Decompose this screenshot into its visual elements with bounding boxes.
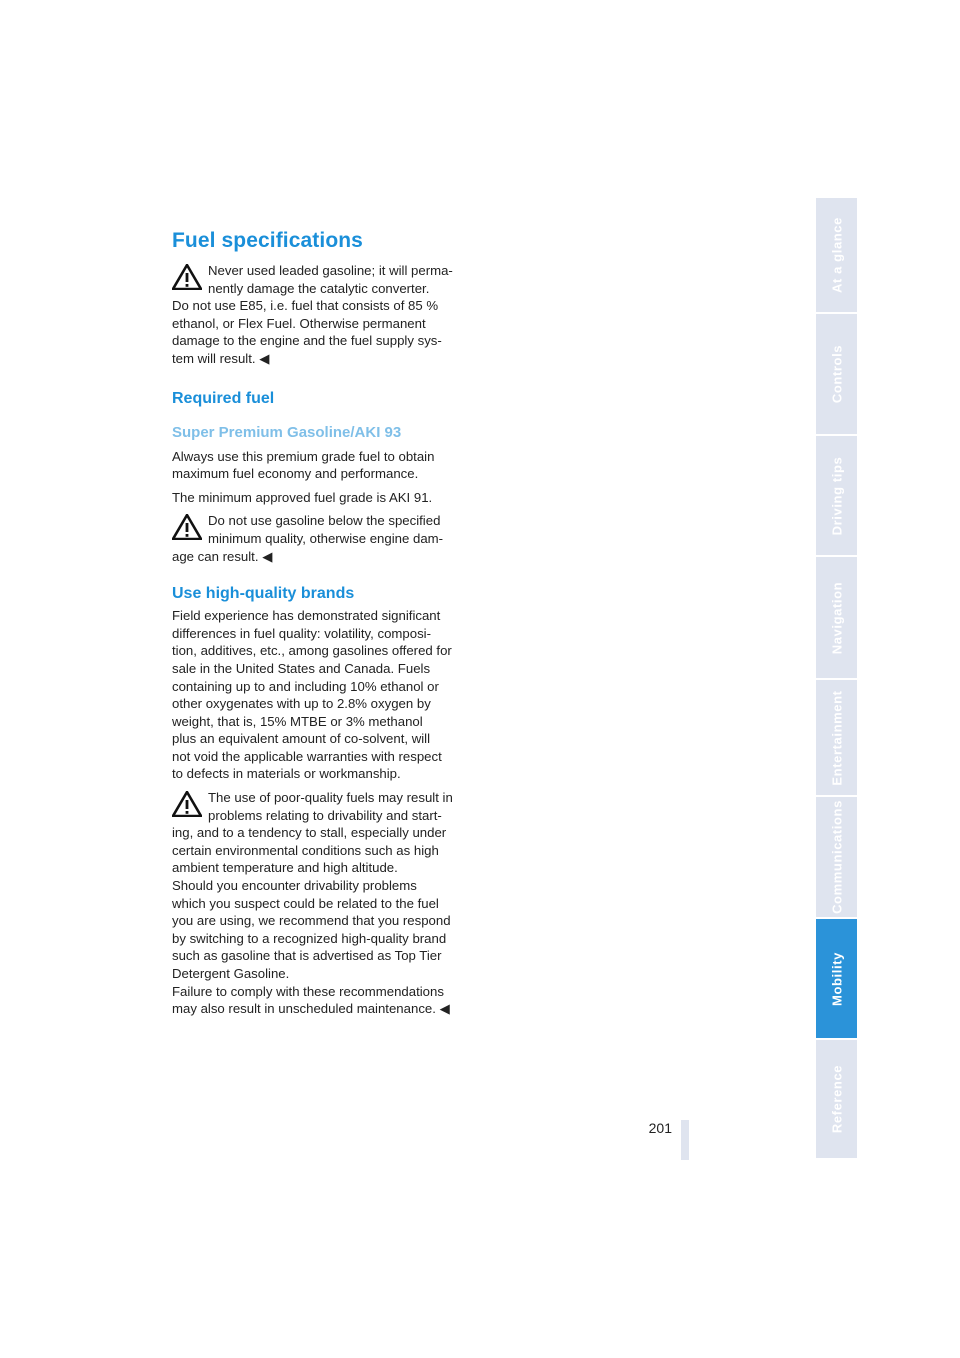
warning-line: damage to the engine and the fuel supply sys-: [172, 333, 442, 349]
warning-line: such as gasoline that is advertised as Top Tier: [172, 948, 442, 964]
page-number-bar: [681, 1120, 689, 1160]
paragraph-line: sale in the United States and Canada. Fuels: [172, 660, 431, 676]
warning-line: ethanol, or Flex Fuel. Otherwise permanent: [172, 315, 426, 331]
paragraph-line: Field experience has demonstrated significant: [172, 608, 441, 624]
paragraph-line: to defects in materials or workmanship.: [172, 766, 401, 782]
end-mark: ◀: [259, 350, 270, 366]
warning-line: Should you encounter drivability problems: [172, 878, 417, 894]
sidebar-tab-mobility[interactable]: Mobility: [816, 919, 857, 1040]
warning-line: The use of poor-quality fuels may result in: [208, 790, 453, 806]
warning-line: by switching to a recognized high-quality brand: [172, 930, 447, 946]
warning-triangle-icon: [172, 514, 202, 540]
sidebar-tab-at-a-glance[interactable]: At a glance: [816, 198, 857, 314]
warning-line: Failure to comply with these recommendations: [172, 983, 444, 999]
warning-line: which you suspect could be related to the fuel: [172, 895, 439, 911]
paragraph-line: maximum fuel economy and performance.: [172, 466, 419, 482]
sidebar-tab-navigation[interactable]: Navigation: [816, 557, 857, 680]
warning-line: ing, and to a tendency to stall, especially under: [172, 825, 447, 841]
paragraph-line: differences in fuel quality: volatility, composi-: [172, 625, 431, 641]
end-mark: ◀: [262, 548, 273, 564]
warning-line: Detergent Gasoline.: [172, 966, 290, 981]
paragraph-line: The minimum approved fuel grade is AKI 91.: [172, 489, 433, 505]
warning-line: nently damage the catalytic converter.: [208, 280, 430, 296]
warning-block-quality: [172, 512, 468, 565]
warning-block-poor-quality: [172, 789, 468, 1018]
page-number: 201: [648, 1120, 672, 1136]
paragraph-line: not void the applicable warranties with respect: [172, 748, 442, 764]
sidebar-tab-reference[interactable]: Reference: [816, 1040, 857, 1160]
warning-line: Do not use gasoline below the specified: [208, 513, 441, 529]
warning-line: Never used leaded gasoline; it will perma-: [208, 263, 453, 278]
warning-line: ambient temperature and high altitude.: [172, 860, 398, 876]
paragraph-line: tion, additives, etc., among gasolines offered for: [172, 643, 452, 659]
paragraph-line: Always use this premium grade fuel to obtain: [172, 448, 435, 464]
section-heading-required-fuel: Required fuel: [172, 389, 275, 407]
paragraph-line: other oxygenates with up to 2.8% oxygen by: [172, 696, 431, 712]
warning-line: certain environmental conditions such as high: [172, 842, 439, 858]
sidebar-tab-communications[interactable]: Communications: [816, 797, 857, 919]
page-title: Fuel specifications: [172, 229, 363, 252]
paragraph-line: plus an equivalent amount of co-solvent, will: [172, 731, 431, 747]
main-content: [172, 226, 468, 1018]
chapter-sidebar: [816, 198, 857, 1160]
paragraph-line: containing up to and including 10% ethanol or: [172, 678, 439, 694]
warning-line: age can result. ◀: [172, 548, 273, 564]
warning-line: may also result in unscheduled maintenance. ◀: [172, 1001, 450, 1017]
end-mark: ◀: [439, 1001, 450, 1017]
sidebar-tab-driving-tips[interactable]: Driving tips: [816, 436, 857, 557]
warning-line: problems relating to drivability and start-: [208, 807, 442, 823]
paragraph-line: weight, that is, 15% MTBE or 3% methanol: [172, 713, 423, 729]
warning-line: tem will result. ◀: [172, 350, 270, 366]
warning-line: you are using, we recommend that you respond: [172, 913, 451, 929]
warning-triangle-icon: [172, 264, 202, 290]
sidebar-tab-entertainment[interactable]: Entertainment: [816, 680, 857, 797]
sidebar-tab-controls[interactable]: Controls: [816, 314, 857, 436]
warning-line: Do not use E85, i.e. fuel that consists of 85 %: [172, 298, 439, 314]
warning-block-leaded: [172, 262, 468, 368]
section-heading-brands: Use high-quality brands: [172, 585, 355, 603]
warning-line: minimum quality, otherwise engine dam-: [208, 530, 444, 546]
warning-triangle-icon: [172, 791, 202, 817]
subheading-super-premium: Super Premium Gasoline/AKI 93: [172, 423, 402, 441]
